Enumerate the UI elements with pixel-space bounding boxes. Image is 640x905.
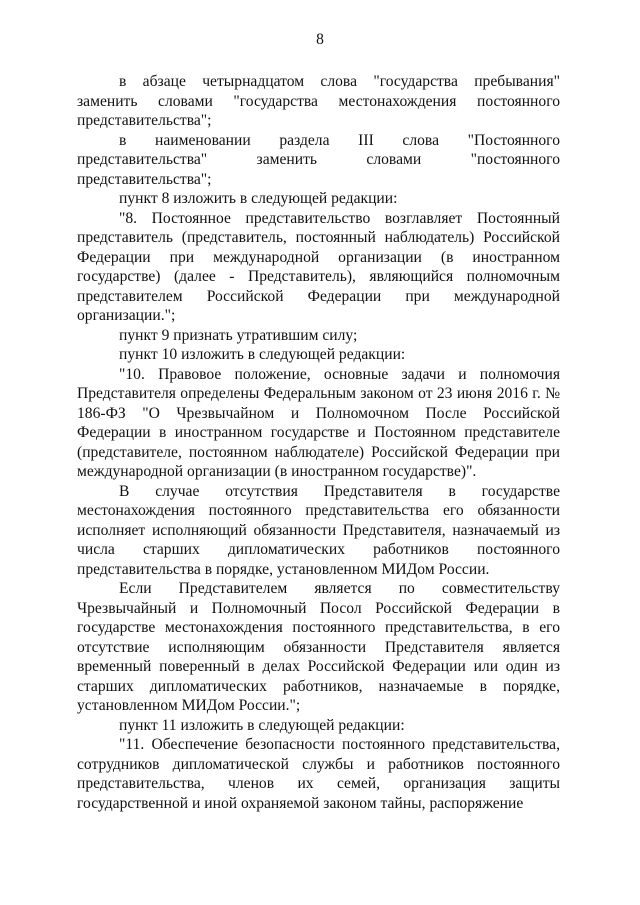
paragraph-ambassador-rule: Если Представителем является по совместительству Чрезвычайный и Полномочный Посол Российской Федерации в государстве местонахождения постоянного представительства, в его отсутствие исполняющим обязанности Представителя является временный поверенный в делах Российской Федерации или один из старших дипломатических работников, назначаемые в порядке, установленном МИДом России."; — [77, 580, 560, 714]
paragraph-absence-rule: В случае отсутствия Представителя в государстве местонахождения постоянного представительства его обязанности исполняет исполняющий обязанности Представителя, назначаемый из числа старших дипломатических работников постоянного представительства в порядке, установленном МИДом России. — [77, 482, 560, 578]
paragraph-section-3-title: в наименовании раздела III слова "Постоянного представительства" заменить словами "постоянного представительства"; — [77, 131, 560, 188]
document-body — [77, 72, 560, 813]
paragraph-punkt-8-intro: пункт 8 изложить в следующей редакции: — [119, 190, 398, 207]
page-number: 8 — [316, 31, 324, 48]
paragraph-abzac-14: в абзаце четырнадцатом слова "государства пребывания" заменить словами "государства местонахождения постоянного представительства"; — [77, 73, 560, 129]
paragraph-punkt-8-text: "8. Постоянное представительство возглавляет Постоянный представитель (представитель, постоянный наблюдатель) Российской Федерации при международной организации (в иностранном государстве) (далее - Представитель), являющийся полномочным представителем Российской Федерации при международной организации."; — [77, 209, 560, 324]
paragraph-punkt-11-intro: пункт 11 изложить в следующей редакции: — [119, 716, 405, 734]
paragraph-punkt-10-intro: пункт 10 изложить в следующей редакции: — [119, 346, 406, 363]
paragraph-punkt-10-text: "10. Правовое положение, основные задачи и полномочия Представителя определены Федеральным законом от 23 июня 2016 г. № 186-ФЗ "О Чрезвычайном и Полномочном После Российской Федерации в иностранном государстве и Постоянном представителе (представителе, постоянном наблюдателе) Российской Федерации при международной организации (в иностранном государстве)". — [77, 365, 560, 480]
paragraph-punkt-11-text: "11. Обеспечение безопасности постоянного представительства, сотрудников дипломатической службы и работников постоянного представительства, членов их семей, организация защиты государственной и иной охраняемой законом тайны, распоряжение — [77, 736, 560, 812]
paragraph-punkt-9: пункт 9 признать утратившим силу; — [119, 326, 358, 344]
